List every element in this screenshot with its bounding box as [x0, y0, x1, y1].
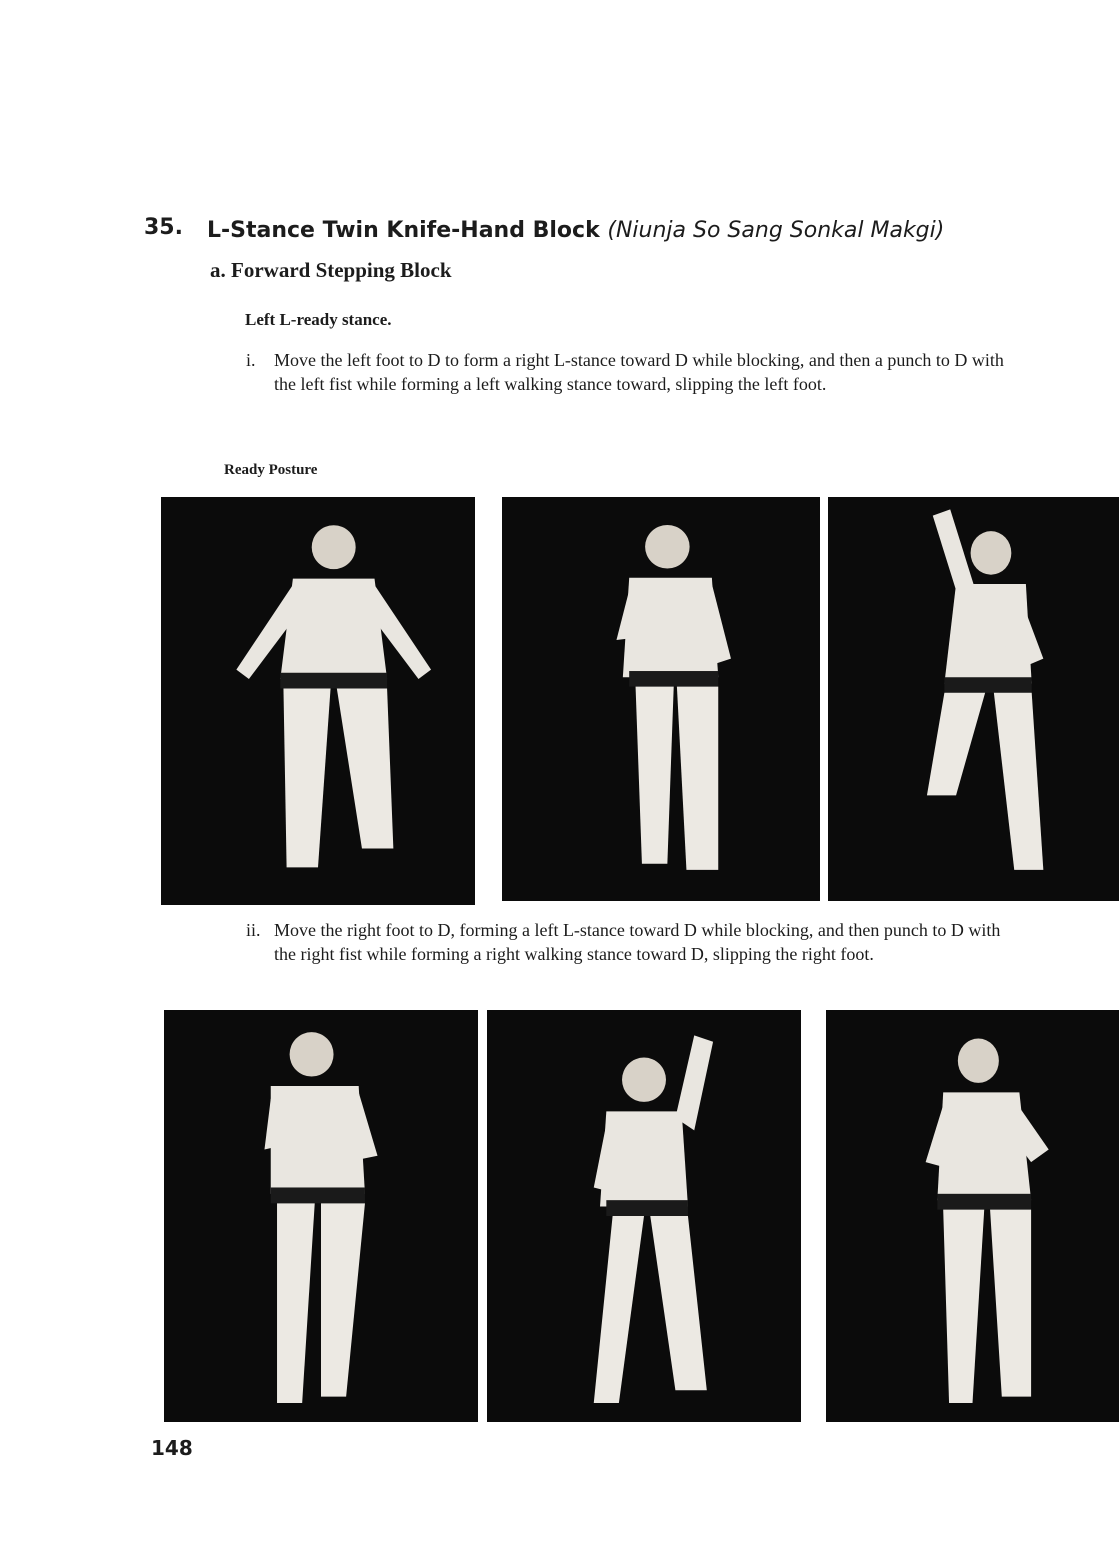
martial-artist-figure [164, 1010, 478, 1422]
ready-posture-caption: Ready Posture [224, 462, 318, 478]
martial-artist-figure [502, 497, 820, 901]
photo-step-ii-c [826, 1010, 1119, 1422]
martial-artist-figure [161, 497, 475, 905]
section-title [207, 218, 1107, 243]
subsection-heading: a. Forward Stepping Block [210, 258, 452, 282]
martial-artist-figure [487, 1010, 801, 1422]
martial-artist-figure [828, 497, 1119, 901]
step-instruction [246, 918, 1014, 966]
photo-step-ii-b [487, 1010, 801, 1422]
photo-step-ii-a [164, 1010, 478, 1422]
section-title-english: L-Stance Twin Knife-Hand Block [207, 218, 600, 243]
step-marker: i. [246, 350, 256, 370]
section-number: 35. [144, 215, 183, 240]
page-number: 148 [151, 1436, 193, 1460]
step-instruction [246, 348, 1014, 396]
photo-ready-posture [161, 497, 475, 905]
section-title-korean: (Niunja So Sang Sonkal Makgi) [607, 218, 945, 243]
ready-stance-label: Left L-ready stance. [245, 310, 392, 329]
photo-step-i-a [502, 497, 820, 901]
step-text: Move the left foot to D to form a right L-stance toward D while blocking, and then a punch to D with the left fist while forming a left walking stance toward, slipping the left foot. [274, 350, 1004, 394]
step-text: Move the right foot to D, forming a left L-stance toward D while blocking, and then punch to D with the right fist while forming a right walking stance toward D, slipping the right foot. [274, 920, 1001, 964]
martial-artist-figure [826, 1010, 1119, 1422]
photo-step-i-b [828, 497, 1119, 901]
step-marker: ii. [246, 920, 261, 940]
